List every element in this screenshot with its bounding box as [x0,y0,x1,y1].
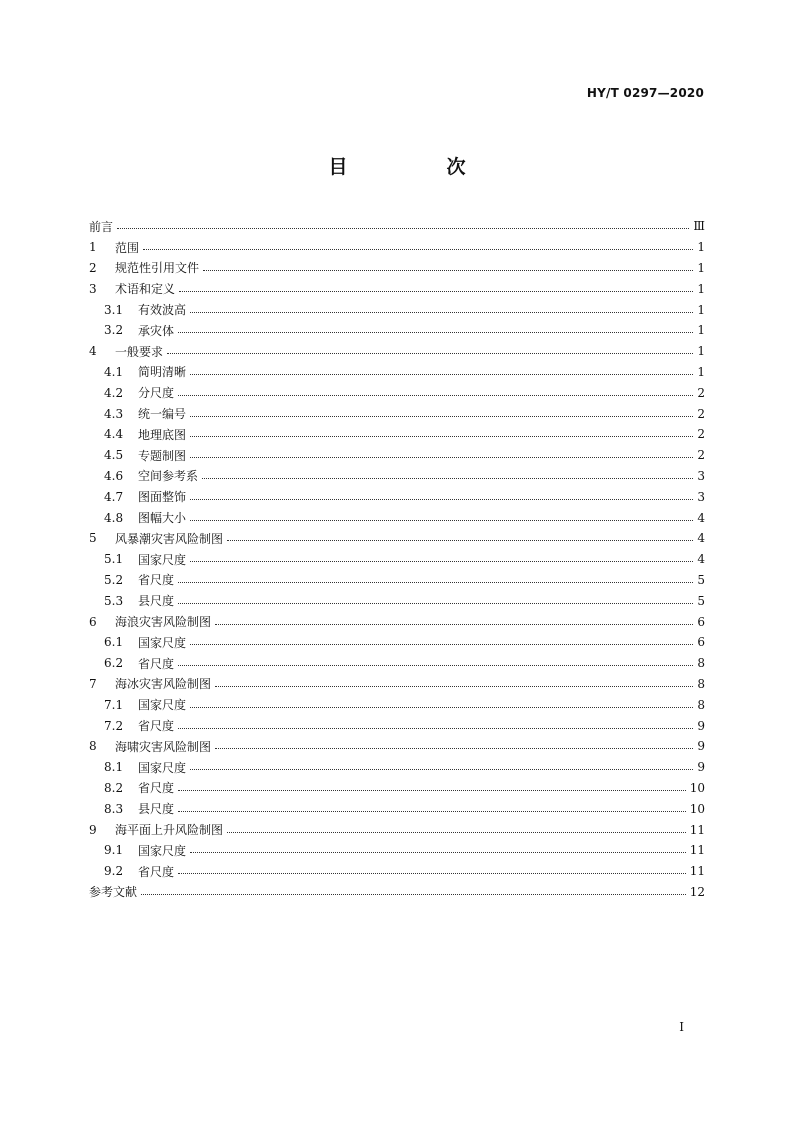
toc-entry-number: 8 [89,739,97,754]
toc-leader-dots [227,831,686,833]
toc-leader-dots [179,290,693,292]
toc-entry-page: 8 [697,676,705,691]
toc-entry-number: 4.1 [104,364,124,379]
toc-entry-number: 4.5 [104,448,124,463]
toc-leader-dots [190,456,693,458]
toc-entry-label: 术语和定义 [115,282,176,297]
toc-entry-page: 5 [697,593,705,608]
toc-leader-dots [143,248,693,250]
toc-entry[interactable] [89,819,705,840]
toc-entry[interactable] [89,237,705,258]
toc-entry-label: 承灾体 [138,323,175,338]
toc-entry-number: 8.2 [104,780,124,795]
toc-entry-page: 1 [697,302,705,317]
toc-leader-dots [190,519,693,521]
toc-entry-number: 5 [89,531,97,546]
toc-leader-dots [202,477,693,479]
toc-entry[interactable] [89,299,705,320]
toc-entry-number: 3.1 [104,302,124,317]
toc-entry-page: 2 [697,448,705,463]
toc-leader-dots [190,435,693,437]
toc-entry-number: 7.1 [104,697,124,712]
toc-entry-number: 8.3 [104,801,124,816]
toc-entry[interactable] [89,611,705,632]
toc-entry-label: 地理底图 [138,427,187,442]
toc-leader-dots [190,768,693,770]
toc-entry[interactable] [89,507,705,528]
toc-entry-page: 3 [697,489,705,504]
toc-entry-page: 2 [697,427,705,442]
toc-entry-label: 海冰灾害风险制图 [115,677,212,692]
toc-leader-dots [190,851,686,853]
toc-entry-page: 10 [689,780,705,795]
toc-entry-page: 1 [697,364,705,379]
toc-entry-page: 11 [689,864,705,879]
toc-entry-page: 4 [697,531,705,546]
toc-entry-label: 前言 [89,219,114,234]
toc-leader-dots [190,560,693,562]
toc-entry[interactable] [89,632,705,653]
toc-entry[interactable] [89,424,705,445]
toc-entry-page: 2 [697,406,705,421]
toc-leader-dots [203,269,693,271]
toc-entry-label: 省尺度 [138,719,175,734]
standard-code: HY/T 0297—2020 [586,86,704,100]
toc-entry-number: 3.2 [104,323,124,338]
toc-entry-number: 6.1 [104,635,124,650]
toc-entry-label: 县尺度 [138,594,175,609]
toc-leader-dots [141,893,686,895]
toc-leader-dots [178,664,693,666]
toc-entry-page: 11 [689,822,705,837]
toc-entry-number: 9.2 [104,864,124,879]
toc-entry-number: 4.6 [104,468,124,483]
toc-entry[interactable] [89,798,705,819]
toc-leader-dots [178,394,693,396]
toc-entry-label: 规范性引用文件 [115,261,200,276]
toc-leader-dots [190,643,693,645]
toc-entry-page: 9 [697,739,705,754]
toc-leader-dots [178,810,686,812]
toc-entry[interactable] [89,882,705,903]
toc-leader-dots [178,872,686,874]
toc-entry-number: 4 [89,344,97,359]
toc-entry[interactable] [89,549,705,570]
toc-entry-page: 3 [697,468,705,483]
toc-entry[interactable] [89,341,705,362]
toc-entry-page: 11 [689,843,705,858]
toc-entry[interactable] [89,216,705,237]
toc-entry-page: 1 [697,323,705,338]
toc-entry-label: 统一编号 [138,407,187,422]
toc-entry-label: 有效波高 [138,303,187,318]
toc-entry-number: 4.4 [104,427,124,442]
toc-entry[interactable] [89,694,705,715]
toc-entry-label: 海啸灾害风险制图 [115,739,212,754]
table-of-contents [89,216,705,902]
toc-entry-label: 范围 [115,240,140,255]
toc-entry[interactable] [89,362,705,383]
toc-leader-dots [178,789,686,791]
toc-entry-label: 国家尺度 [138,635,187,650]
toc-entry-label: 风暴潮灾害风险制图 [115,531,224,546]
toc-entry[interactable] [89,382,705,403]
toc-entry-label: 专题制图 [138,448,187,463]
toc-entry-number: 4.2 [104,385,124,400]
toc-leader-dots [167,352,693,354]
toc-entry[interactable] [89,278,705,299]
toc-entry[interactable] [89,528,705,549]
toc-entry-number: 2 [89,260,97,275]
toc-entry-page: 6 [697,614,705,629]
toc-leader-dots [227,539,693,541]
toc-entry-page: 1 [697,281,705,296]
page-number: Ⅰ [679,1020,684,1034]
toc-entry-page: 9 [697,760,705,775]
toc-entry-number: 4.7 [104,489,124,504]
toc-entry[interactable] [89,258,705,279]
toc-entry-number: 1 [89,240,97,255]
toc-entry-label: 国家尺度 [138,552,187,567]
toc-entry[interactable] [89,486,705,507]
toc-entry-number: 9.1 [104,843,124,858]
toc-entry-label: 省尺度 [138,864,175,879]
toc-leader-dots [178,602,693,604]
toc-entry-label: 简明清晰 [138,365,187,380]
toc-entry-number: 7 [89,676,97,691]
toc-entry-label: 海平面上升风险制图 [115,823,224,837]
toc-entry-number: 8.1 [104,760,124,775]
toc-leader-dots [178,581,693,583]
toc-entry[interactable] [89,653,705,674]
toc-entry[interactable] [89,466,705,487]
toc-entry-label: 省尺度 [138,781,175,796]
toc-entry-number: 5.1 [104,552,124,567]
toc-leader-dots [190,498,693,500]
toc-leader-dots [215,685,693,687]
toc-leader-dots [117,227,689,229]
toc-leader-dots [190,415,693,417]
toc-leader-dots [190,311,693,313]
toc-entry-page: 4 [697,510,705,525]
toc-entry-page: 4 [697,552,705,567]
toc-entry-label: 国家尺度 [138,698,187,713]
toc-entry-label: 海浪灾害风险制图 [115,615,212,630]
toc-entry-page: 1 [697,240,705,255]
toc-entry-number: 9 [89,822,97,837]
toc-entry-page: 5 [697,572,705,587]
toc-leader-dots [178,331,693,333]
toc-entry-label: 省尺度 [138,656,175,671]
toc-entry-label: 省尺度 [138,573,175,588]
toc-entry[interactable] [89,403,705,424]
toc-entry-page: 8 [697,697,705,712]
toc-leader-dots [178,727,693,729]
toc-entry-page: 12 [689,884,705,899]
toc-entry[interactable] [89,736,705,757]
toc-entry-number: 7.2 [104,718,124,733]
toc-entry-number: 4.8 [104,510,124,525]
toc-entry-label: 分尺度 [138,386,175,401]
toc-entry[interactable] [89,320,705,341]
toc-entry-label: 图幅大小 [138,511,187,526]
toc-entry-page: 1 [697,344,705,359]
toc-leader-dots [190,706,693,708]
toc-entry-label: 空间参考系 [138,469,199,484]
toc-leader-dots [215,747,693,749]
toc-entry[interactable] [89,715,705,736]
toc-entry-number: 5.2 [104,572,124,587]
toc-entry[interactable] [89,757,705,778]
toc-leader-dots [215,623,693,625]
toc-entry-label: 国家尺度 [138,760,187,775]
toc-entry-page: 1 [697,260,705,275]
toc-entry-number: 6 [89,614,97,629]
toc-entry-page: 10 [689,801,705,816]
toc-entry-label: 图面整饰 [138,490,187,505]
toc-entry[interactable] [89,778,705,799]
toc-entry-page: 6 [697,635,705,650]
toc-entry-number: 6.2 [104,656,124,671]
toc-entry[interactable] [89,445,705,466]
toc-entry-page: 9 [697,718,705,733]
toc-entry-page: 8 [697,656,705,671]
toc-entry-label: 一般要求 [115,344,164,359]
toc-entry-page: 2 [697,385,705,400]
toc-entry[interactable] [89,840,705,861]
toc-entry[interactable] [89,590,705,611]
toc-entry-page: Ⅲ [693,219,705,234]
toc-entry-label: 县尺度 [138,802,175,817]
toc-entry-number: 5.3 [104,593,124,608]
page-title: 目 次 [328,156,506,178]
toc-entry[interactable] [89,570,705,591]
toc-leader-dots [190,373,693,375]
toc-entry-number: 4.3 [104,406,124,421]
toc-entry-label: 参考文献 [89,885,138,900]
toc-entry[interactable] [89,861,705,882]
toc-entry[interactable] [89,674,705,695]
toc-entry-number: 3 [89,281,97,296]
toc-entry-label: 国家尺度 [138,843,187,858]
